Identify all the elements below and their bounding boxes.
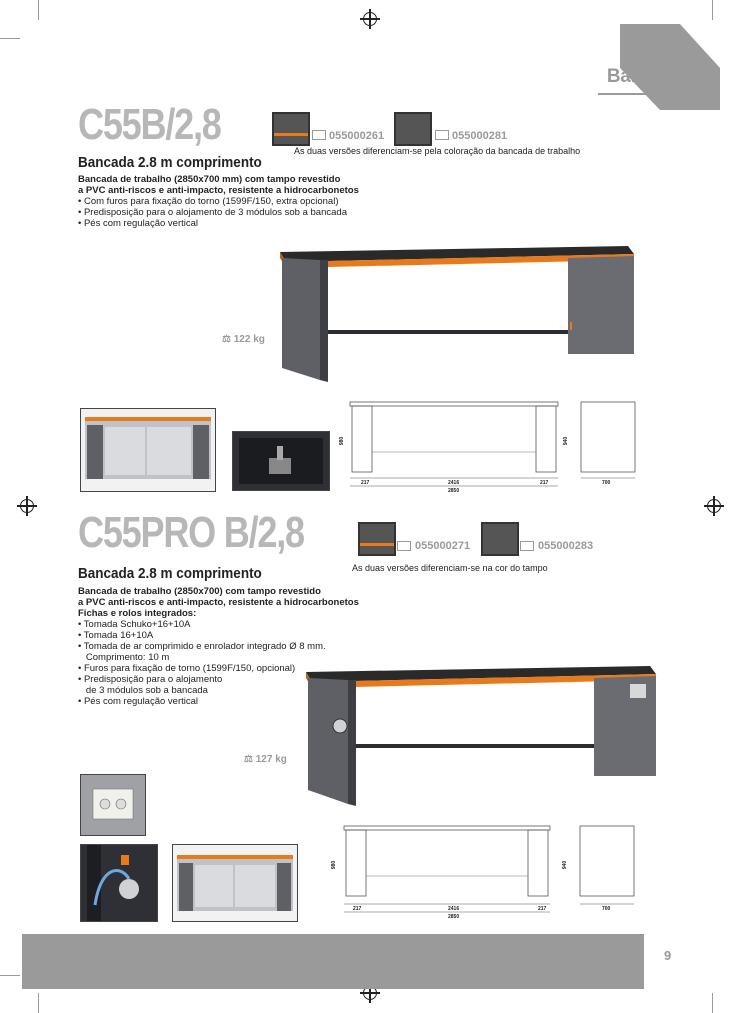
product2-code-b: 055000283: [538, 540, 594, 552]
product1-accessory-photo: [80, 408, 216, 492]
crop-mark: [0, 38, 20, 39]
dim-height-front: 980: [331, 860, 338, 870]
section-header: [598, 64, 684, 90]
bullet-item: • Tomada de ar comprimido e enrolador integrado Ø 8 mm.: [78, 641, 326, 652]
product1-vice-photo: [232, 431, 330, 491]
product1-technical-drawing: [338, 396, 638, 500]
dim-depth: 700: [602, 480, 611, 486]
page-number: 9: [664, 948, 672, 963]
desc-line: a PVC anti-riscos e anti-impacto, resistente a hidrocarbonetos: [78, 597, 359, 608]
product2-swatch-gray: [481, 522, 519, 556]
bullet-item: • Com furos para fixação do torno (1599F/150, extra opcional): [78, 196, 339, 207]
product2-socket-photo: [80, 774, 146, 836]
section-label: Bancada: [606, 66, 684, 87]
product2-weight: [244, 754, 287, 765]
product1-description: [78, 174, 378, 229]
product1-code-a: 055000261: [329, 130, 385, 142]
weight-icon: ⚖: [244, 754, 256, 765]
bullet-item: • Predisposição para o alojamento de 3 módulos sob a bancada: [78, 207, 347, 218]
barcode-icon: [435, 130, 449, 140]
bullet-item: de 3 módulos sob a bancada: [78, 685, 208, 696]
crop-mark: [38, 993, 39, 1013]
desc-line: a PVC anti-riscos e anti-impacto, resistente a hidrocarbonetos: [78, 185, 359, 196]
registration-mark: [20, 499, 34, 513]
dim-middle: 2416: [448, 906, 460, 912]
dim-right: 217: [540, 480, 549, 486]
product1-model-title: C55B/2,8: [78, 100, 221, 149]
product1-subtitle: Bancada 2.8 m comprimento: [78, 154, 262, 171]
bullet-item: • Furos para fixação de torno (1599F/150, opcional): [78, 663, 296, 674]
product2-accessory-photo: [172, 844, 298, 922]
product2-subtitle: Bancada 2.8 m comprimento: [78, 565, 262, 582]
product2-model-title: C55PRO B/2,8: [78, 508, 304, 557]
product2-swatch-orange: [358, 522, 396, 556]
dim-right: 217: [538, 906, 547, 912]
footer-bar: [22, 934, 644, 989]
bullet-item: • Predisposição para o alojamento: [78, 674, 223, 685]
desc-line: Bancada de trabalho (2850x700 mm) com tampo revestido: [78, 174, 341, 185]
product1-weight: [222, 334, 265, 345]
weight-value: 127 kg: [255, 754, 287, 765]
bullet-item: • Tomada 16+10A: [78, 630, 154, 641]
dim-total: 2850: [448, 914, 460, 920]
dim-left: 217: [353, 906, 362, 912]
product2-code-a: 055000271: [415, 540, 471, 552]
product2-version-note: As duas versões diferenciam-se na cor do tampo: [352, 563, 548, 573]
dim-height-front: 980: [339, 436, 346, 446]
product1-code-b: 055000281: [452, 130, 508, 142]
dim-left: 217: [361, 480, 370, 486]
barcode-icon: [312, 130, 326, 140]
bullet-item: • Tomada Schuko+16+10A: [78, 619, 191, 630]
dim-depth: 700: [602, 906, 611, 912]
product1-bench-image: [278, 244, 638, 384]
product1-version-note: As duas versões diferenciam-se pela coloração da bancada de trabalho: [294, 146, 581, 156]
product2-air-reel-photo: [80, 844, 158, 922]
barcode-icon: [520, 541, 534, 551]
section-underline: [598, 93, 682, 95]
weight-icon: ⚖: [222, 334, 234, 345]
product1-swatch-orange: [272, 112, 310, 146]
crop-mark: [712, 993, 713, 1013]
dim-height-side: 940: [563, 436, 570, 446]
product2-technical-drawing: [332, 818, 638, 926]
product2-bench-image: [304, 664, 660, 808]
crop-mark: [38, 0, 39, 20]
dim-middle: 2416: [448, 480, 460, 486]
desc-line: Fichas e rolos integrados:: [78, 608, 197, 619]
crop-mark: [712, 0, 713, 20]
dim-total: 2850: [448, 488, 460, 494]
bullet-item: Comprimento: 10 m: [78, 652, 170, 663]
registration-mark: [707, 499, 721, 513]
crop-mark: [0, 975, 20, 976]
bullet-item: • Pés com regulação vertical: [78, 696, 199, 707]
barcode-icon: [397, 541, 411, 551]
dim-height-side: 940: [562, 860, 569, 870]
registration-mark: [363, 12, 377, 26]
desc-line: Bancada de trabalho (2850x700) com tampo revestido: [78, 586, 321, 597]
product1-swatch-gray: [394, 112, 432, 146]
bullet-item: • Pés com regulação vertical: [78, 218, 199, 229]
weight-value: 122 kg: [233, 334, 265, 345]
